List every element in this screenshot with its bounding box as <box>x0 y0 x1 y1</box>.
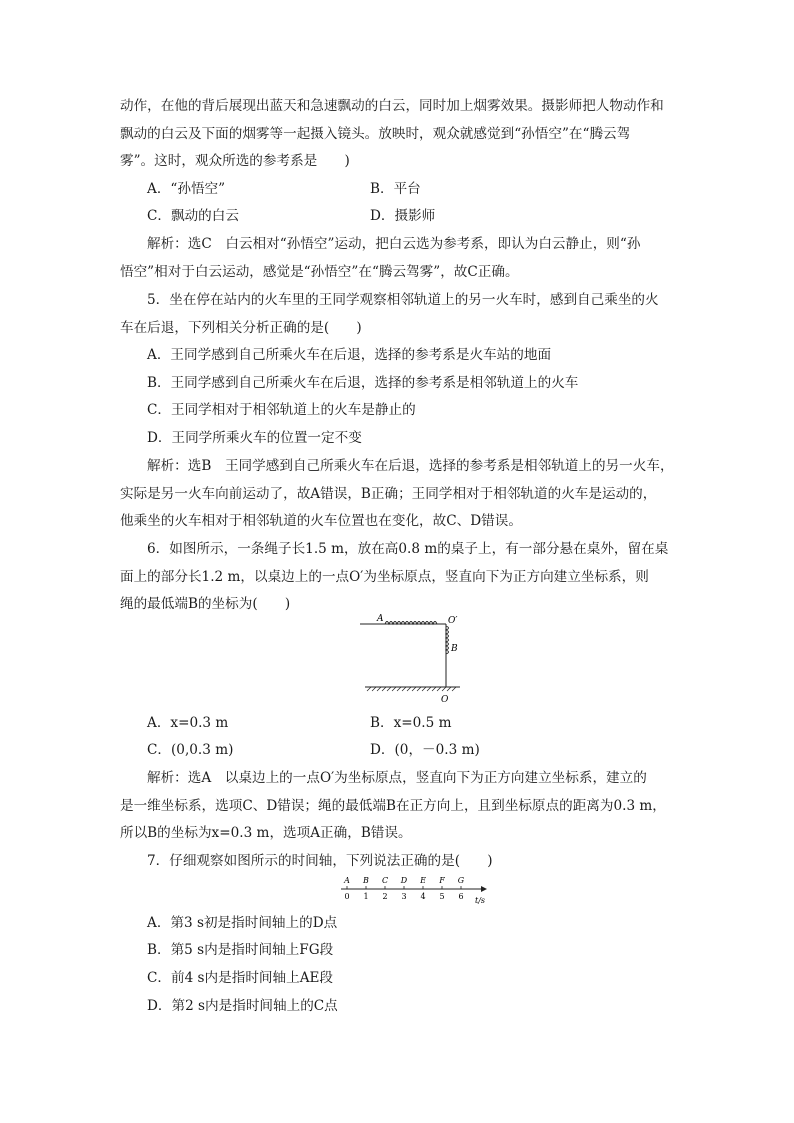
q5-option-b: B．王同学感到自己所乘火车在后退，选择的参考系是相邻轨道上的火车 <box>147 375 579 391</box>
timeline-number: 3 <box>401 892 407 901</box>
q5-option-d: D．王同学所乘火车的位置一定不变 <box>147 430 362 446</box>
q6-option-b: B．x=0.5 m <box>370 715 452 731</box>
timeline-number: 2 <box>382 892 388 901</box>
timeline-letter: C <box>381 876 389 885</box>
timeline-letter: F <box>439 876 445 885</box>
q5-option-c: C．王同学相对于相邻轨道上的火车是静止的 <box>147 402 416 418</box>
q5-analysis-line-2: 实际是另一火车向前运动了，故A错误，B正确；王同学相对于相邻轨道的火车是运动的， <box>120 486 657 502</box>
q4-analysis-line-1: 解析：选C 白云相对“孙悟空”运动，把白云选为参考系，即认为白云静止，则“孙 <box>147 236 641 252</box>
label-o-prime: O′ <box>448 616 458 626</box>
q4-option-b: B．平台 <box>370 181 421 197</box>
ground-hatching <box>367 687 456 691</box>
timeline-letter: B <box>363 876 369 885</box>
q7-option-a: A．第3 s初是指时间轴上的D点 <box>147 915 338 931</box>
q6-stem-line-1: 6．如图所示，一条绳子长1.5 m，放在高0.8 m的桌子上，有一部分悬在桌外，留在桌 <box>147 541 669 557</box>
q6-stem-line-3: 绳的最低端B的坐标为( ) <box>120 596 291 612</box>
timeline-number: 4 <box>420 892 426 901</box>
q4-option-a: A．“孙悟空” <box>147 181 226 197</box>
label-b: B <box>451 644 458 654</box>
q6-analysis-line-2: 是一维坐标系，选项C、D错误；绳的最低端B在正方向上，且到坐标原点的距离为0.3 m， <box>120 798 666 814</box>
timeline-letter: E <box>420 876 426 885</box>
timeline-number: 1 <box>363 892 369 901</box>
q4-analysis-line-2: 悟空”相对于白云运动，感觉是“孙悟空”在“腾云驾雾”，故C正确。 <box>120 264 519 280</box>
q5-analysis-line-1: 解析：选B 王同学感到自己所乘火车在后退，选择的参考系是相邻轨道上的另一火车， <box>147 458 674 474</box>
q4-option-c: C．飘动的白云 <box>147 208 239 224</box>
q4-stem-line-3: 雾”。这时，观众所选的参考系是 ) <box>120 153 350 169</box>
q6-analysis-line-3: 所以B的坐标为x=0.3 m，选项A正确，B错误。 <box>120 825 412 841</box>
q5-option-a: A．王同学感到自己所乘火车在后退，选择的参考系是火车站的地面 <box>147 347 552 363</box>
timeline-letter: D <box>400 876 408 885</box>
label-o: O <box>441 695 449 705</box>
timeline-unit: t/s <box>475 896 486 905</box>
q5-stem-line-1: 5．坐在停在站内的火车里的王同学观察相邻轨道上的另一火车时，感到自己乘坐的火 <box>147 292 659 308</box>
timeline-figure <box>335 872 495 906</box>
q5-stem-line-2: 车在后退，下列相关分析正确的是( ) <box>120 320 362 336</box>
q6-option-a: A．x=0.3 m <box>147 715 229 731</box>
q6-stem-line-2: 面上的部分长1.2 m，以桌边上的一点O′为坐标原点，竖直向下为正方向建立坐标系，则 <box>120 569 649 585</box>
timeline-letter: A <box>344 876 350 885</box>
q6-option-d: D．(0，－0.3 m) <box>370 742 480 758</box>
q7-option-d: D．第2 s内是指时间轴上的C点 <box>147 998 338 1014</box>
q6-option-c: C．(0,0.3 m) <box>147 742 234 758</box>
q7-stem-line-1: 7．仔细观察如图所示的时间轴，下列说法正确的是( ) <box>147 853 493 869</box>
q4-option-d: D．摄影师 <box>370 208 436 224</box>
q7-option-b: B．第5 s内是指时间轴上FG段 <box>147 942 334 958</box>
q4-stem-line-2: 飘动的白云及下面的烟雾等一起摄入镜头。放映时，观众就感觉到“孙悟空”在“腾云驾 <box>120 126 631 142</box>
timeline-number: 6 <box>458 892 464 901</box>
timeline-number: 5 <box>439 892 445 901</box>
label-a: A <box>377 614 384 624</box>
timeline-number: 0 <box>344 892 350 901</box>
q5-analysis-line-3: 他乘坐的火车相对于相邻轨道的火车位置也在变化，故C、D错误。 <box>120 513 522 529</box>
timeline-letter: G <box>457 876 465 885</box>
q6-analysis-line-1: 解析：选A 以桌边上的一点O′为坐标原点，竖直向下为正方向建立坐标系，建立的 <box>147 770 647 786</box>
q7-option-c: C．前4 s内是指时间轴上AE段 <box>147 970 334 986</box>
q4-stem-line-1: 动作，在他的背后展现出蓝天和急速飘动的白云，同时加上烟雾效果。摄影师把人物动作和 <box>120 98 664 114</box>
timeline-arrow-icon <box>481 886 487 892</box>
rope-table-figure <box>355 610 475 710</box>
